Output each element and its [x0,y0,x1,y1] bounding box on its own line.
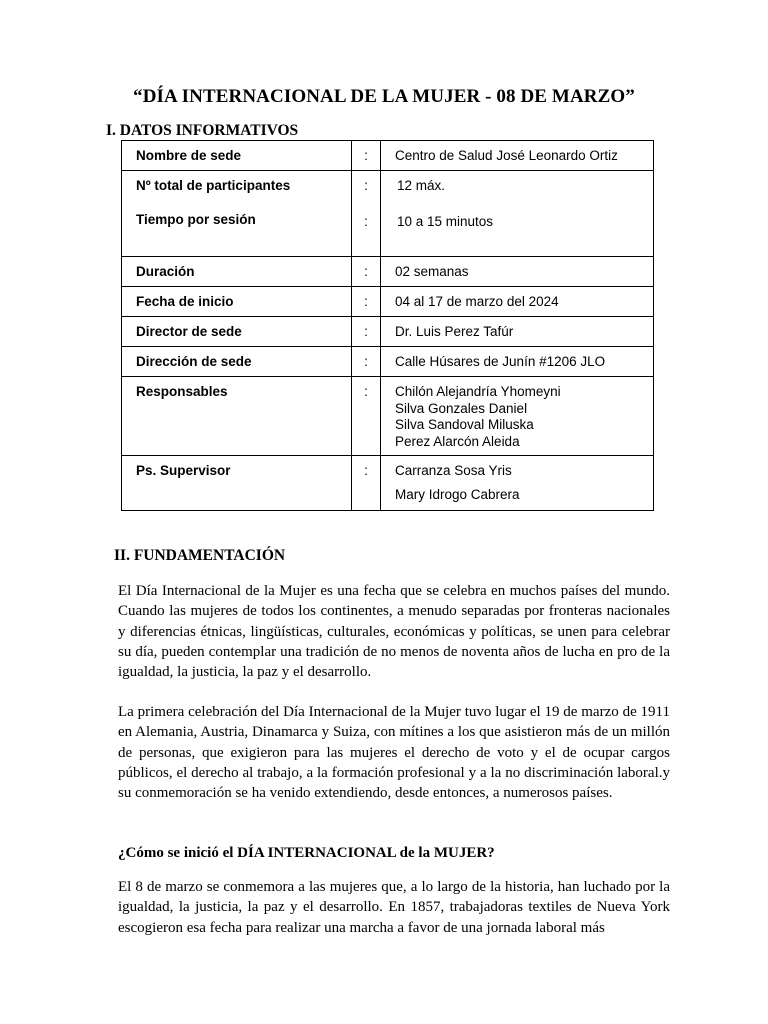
colon: : [364,148,368,163]
label-participantes: Nº total de participantes [136,178,291,193]
label-director: Director de sede [136,324,242,339]
table-row [122,257,654,287]
table-row [122,456,654,511]
table-row [122,141,654,171]
info-table [121,140,654,511]
list-item: Perez Alarcón Aleida [395,433,520,449]
supervisor-list [395,456,653,502]
list-item: Silva Gonzales Daniel [395,400,528,416]
label-duracion: Duración [136,264,195,279]
label-supervisor: Ps. Supervisor [136,463,231,478]
label-inicio: Fecha de inicio [136,294,234,309]
paragraph-2: La primera celebración del Día Internacional de la Mujer tuvo lugar el 19 de marzo de 1911 en Alemania, Austria, Dinamarca y Suiza, con mítines a los que asistieron más de un millón de personas, que exigieron para las mujeres el derecho de voto y el de ocupar cargos públicos, el derecho al trabajo, a la formación profesional y a la no discriminación laboral.y su conmemoración se ha venido extendiendo, desde entonces, a numerosos países. [118,704,670,802]
colon: : [364,294,368,309]
label-direccion: Dirección de sede [136,354,252,369]
paragraph-3: El 8 de marzo se conmemora a las mujeres que, a lo largo de la historia, han luchado por la igualdad, la justicia, la paz y el desarrollo. En 1857, trabajadoras textiles de Nueva York escogieron esa fecha para realizar una marcha a favor de una jornada laboral más [118,879,670,936]
table-row [122,171,654,257]
table-row [122,287,654,317]
value-tiempo: 10 a 15 minutos [397,214,494,229]
colon: : [364,264,368,279]
colon: : [364,324,368,339]
colon: : [364,178,368,193]
list-item: Carranza Sosa Yris [395,463,512,478]
colon: : [364,463,368,478]
label-sede: Nombre de sede [136,148,242,163]
question-heading: ¿Cómo se inició el DÍA INTERNACIONAL de la MUJER? [118,845,495,861]
colon: : [364,214,368,229]
value-direccion: Calle Húsares de Junín #1206 JLO [395,354,606,369]
section-heading-fundamentacion: II. FUNDAMENTACIÓN [114,547,286,564]
paragraph-1: El Día Internacional de la Mujer es una fecha que se celebra en muchos países del mundo. Cuando las mujeres de todos los continentes, a menudo separadas por fronteras nacionales y diferencias étnicas, lingüísticas, culturales, económicas y políticas, se unen para celebrar su día, pueden contemplar una tradición de no menos de noventa años de lucha en pro de la igualdad, la justicia, la paz y el desarrollo. [118,583,670,681]
value-duracion: 02 semanas [395,264,469,279]
value-participantes: 12 máx. [397,178,446,193]
table-row [122,347,654,377]
section-heading-datos: I. DATOS INFORMATIVOS [106,122,299,139]
document-title: “DÍA INTERNACIONAL DE LA MUJER - 08 DE MARZO” [133,86,635,107]
responsables-list [395,377,653,450]
list-item: Mary Idrogo Cabrera [395,487,520,502]
list-item: Chilón Alejandría Yhomeyni [395,384,561,399]
value-sede: Centro de Salud José Leonardo Ortiz [395,148,618,163]
label-responsables: Responsables [136,384,228,399]
value-inicio: 04 al 17 de marzo del 2024 [395,294,559,309]
value-director: Dr. Luis Perez Tafúr [395,324,514,339]
table-row [122,317,654,347]
colon: : [364,384,368,399]
colon: : [364,354,368,369]
table-row [122,377,654,456]
list-item: Silva Sandoval Miluska [395,417,534,432]
label-tiempo: Tiempo por sesión [136,212,256,227]
